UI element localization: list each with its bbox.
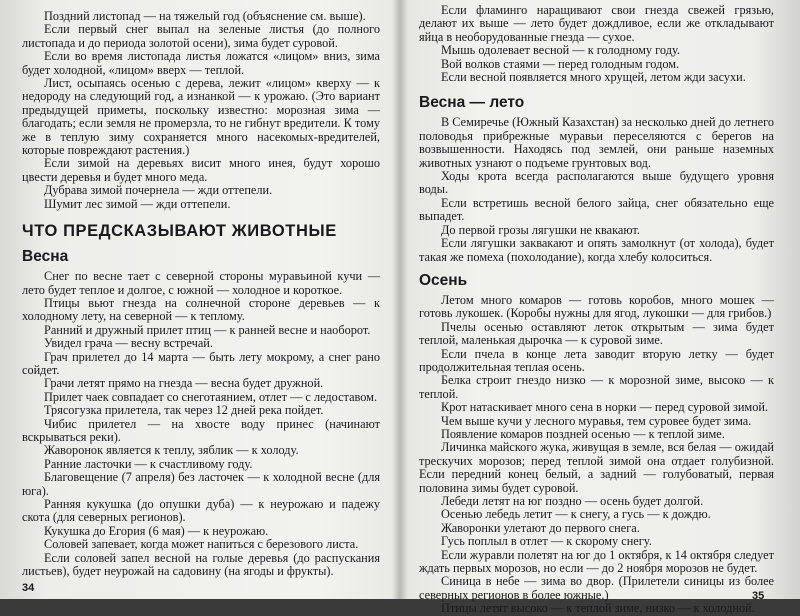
paragraph: Если пчела в конце лета заводит вторую летку — будет продолжительная теплая осень. [419, 346, 774, 374]
paragraph: Если журавли полетят на юг до 1 октября, к 14 октября следует ждать первых морозов, но если — до 2 ноября морозов не будет. [419, 547, 774, 576]
right-page [403, 0, 800, 616]
left-page [0, 0, 400, 599]
page-number-left: 34 [22, 582, 35, 594]
paragraph: Соловей запевает, когда может напиться с березового листа. [44, 537, 359, 552]
paragraph: Белка строит гнездо низко — к морозной зиме, высоко — к теплой. [419, 373, 774, 401]
paragraph: Трясогузка прилетела, так через 12 дней река пойдет. [44, 403, 324, 418]
right-top-text [419, 4, 774, 84]
paragraph: В Семиречье (Южный Казахстан) за несколько дней до летнего половодья прибрежные муравьи переселяются с берегов на возвышенности. Находясь под землей, они раньше наземных животных узнают о подъеме грунтовых вод. [419, 115, 774, 170]
paragraph: Поздний листопад — на тяжелый год (объяснение см. выше). [44, 9, 366, 23]
paragraph: Синица в небе — зима во двор. (Прилетели синицы из более северных регионов в более южные.) [419, 574, 774, 602]
paragraph: Лист, осыпаясь осенью с дерева, лежит «лицом» кверху — к недороду на следующий год, а изнанкой — к урожаю. (Это вариант предыдущей приметы, поскольку известно: морозная зима — благодать; если земля не промерзла, то не гибнут вредители. К тому же в теплую зиму сохраняется много насекомых-вредителей, которые повреждают растения.) [22, 76, 380, 158]
subsection-title-spring-summer: Весна — лето [419, 94, 525, 112]
paragraph: Появление комаров поздней осенью — к теплой зиме. [441, 426, 725, 441]
subsection-title-autumn: Осень [419, 271, 468, 289]
section-title: ЧТО ПРЕДСКАЗЫВАЮТ ЖИВОТНЫЕ [22, 222, 337, 241]
paragraph: Если первый снег выпал на зеленые листья (до полного листопада и до периода золотой осени), зима будет суровой. [22, 22, 380, 50]
paragraph: Жаворонки улетают до первого снега. [441, 520, 640, 535]
subsection-title-spring: Весна [22, 248, 69, 266]
paragraph: Вой волков стаями — перед голодным годом. [441, 56, 680, 71]
paragraph: Увидел грача — весну встречай. [44, 336, 213, 351]
paragraph: Если соловей запел весной на голые деревья (до распускания листьев), будет неурожай на садовину (на ягоды и фрукты). [22, 550, 380, 579]
paragraph: Грачи летят прямо на гнезда — весна будет дружной. [44, 376, 324, 391]
left-top-text [22, 10, 380, 211]
paragraph: Если зимой на деревьях висит много инея, будут хорошо цвести деревья и будет много меда. [22, 156, 380, 184]
spring-text [22, 270, 380, 578]
paragraph: Дубрава зимой почернела — жди оттепели. [44, 183, 273, 198]
paragraph: Кукушка до Егория (6 мая) — к неурожаю. [44, 523, 269, 538]
paragraph: Снег по весне тает с северной стороны муравьиной кучи — лето будет теплое и долгое, с южной — холодное и короткое. [22, 269, 380, 297]
page-number-right: 35 [752, 590, 765, 602]
paragraph: Грач прилетел до 14 марта — быть лету мокрому, а снег рано сойдет. [22, 349, 380, 377]
paragraph: Пчелы осенью оставляют леток открытым — зима будет теплой, маленькая дырочка — к суровой зиме. [419, 319, 774, 348]
paragraph: Прилет чаек совпадает со снеготаянием, отлет — с ледоставом. [44, 389, 378, 404]
paragraph: Ранние ласточки — к счастливому году. [44, 456, 253, 471]
paragraph: Птицы летят высоко — к теплой зиме, низко — к холодной. [441, 601, 755, 616]
paragraph: Если фламинго наращивают свои гнезда свежей грязью, делают их выше — лето будет дождливое, если же откладывают яйца в необорудованные гнезда — сухое. [419, 3, 774, 44]
paragraph: Ходы крота всегда располагаются выше будущего уровня воды. [419, 169, 774, 197]
paragraph: Жаворонок является к теплу, зяблик — к холоду. [44, 443, 299, 458]
paragraph: Шумит лес зимой — жди оттепели. [44, 196, 231, 211]
paragraph: Ранний и дружный прилет птиц — к ранней весне и наоборот. [44, 322, 371, 337]
paragraph: Осенью лебедь летит — к снегу, а гусь — к дождю. [441, 507, 711, 522]
paragraph: Благовещение (7 апреля) без ласточек — к холодной весне (для юга). [22, 470, 380, 498]
paragraph: Лебеди летят на юг поздно — осень будет долгой. [441, 494, 704, 508]
spring-summer-text [419, 116, 774, 263]
paragraph: До первой грозы лягушки не квакают. [441, 222, 640, 237]
paragraph: Если весной появляется много хрущей, летом жди засухи. [441, 70, 746, 85]
autumn-text [419, 294, 774, 616]
paragraph: Личинка майского жука, живущая в земле, вся белая — ожидай трескучих морозов; перед теплой зимой она отдает голубизной. Если передний конец белый, а задний — голубоватый, первая половина зимы будет суровой. [419, 440, 774, 495]
paragraph: Гусь поплыл в отлет — к скорому снегу. [441, 534, 652, 549]
paragraph: Летом много комаров — готовь коробов, много мошек — готовь лукошек. (Коробы нужны для ягод, лукошки — для грибов.) [419, 292, 774, 321]
paragraph: Чем выше кучи у лесного муравья, тем суровее будет зима. [441, 413, 752, 428]
paragraph: Ранняя кукушка (до опушки дуба) — к неурожаю и падежу скота (для северных регионов). [22, 497, 380, 525]
paragraph: Крот натаскивает много сена в норки — перед суровой зимой. [441, 400, 769, 415]
paragraph: Если лягушки заквакают и опять замолкнут (от холода), будет такая же помеха (похолодание), когда хлебу колоситься. [419, 236, 774, 264]
paragraph: Если во время листопада листья ложатся «лицом» вниз, зима будет холодной, «лицом» вверх — теплой. [22, 49, 380, 77]
paragraph: Птицы вьют гнезда на солнечной стороне деревьев — к холодному лету, на северной — к теплому. [22, 295, 380, 324]
paragraph: Если встретишь весной белого зайца, снег обязательно еще выпадет. [419, 195, 774, 224]
paragraph: Мышь одолевает весной — к голодному году. [441, 43, 680, 58]
paragraph: Чибис прилетел — на хвосте воду принес (начинают вскрываться реки). [22, 416, 380, 444]
